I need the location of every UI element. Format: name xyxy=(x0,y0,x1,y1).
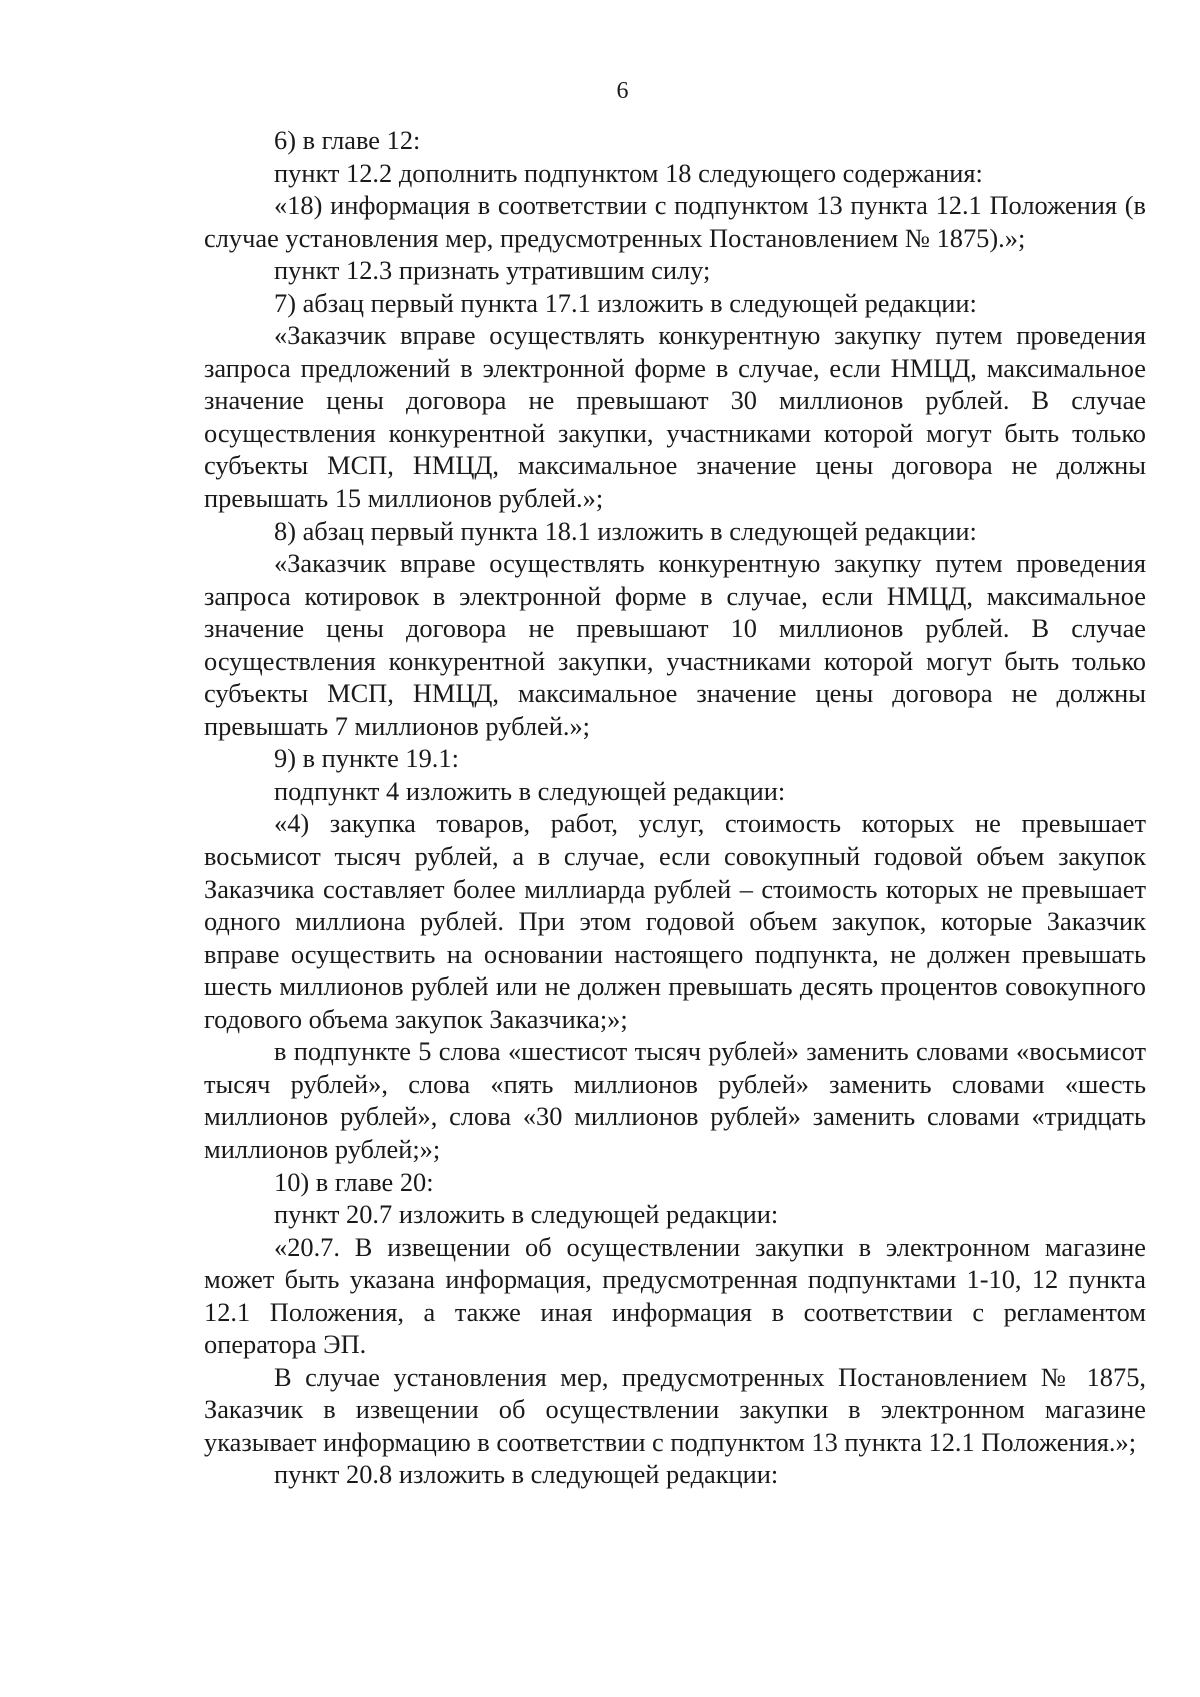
paragraph: подпункт 4 изложить в следующей редакции: xyxy=(274,775,786,806)
paragraph: «18) информация в соответствии с подпунктом 13 пункта 12.1 Положения (в случае установления мер, предусмотренных Постановлением № 1875).»; xyxy=(204,190,1146,253)
paragraph: «4) закупка товаров, работ, услуг, стоимость которых не превышает восьмисот тысяч рублей, а в случае, если совокупный годовой объем закупок Заказчика составляет более миллиарда рублей – стоимость которых не превышает одного миллиона рублей. При этом годовой объем закупок, которые Заказчик вправе осуществить на основании настоящего подпункта, не должен превышать шесть миллионов рублей или не должен превышать десять процентов совокупного годового объема закупок Заказчика;»; xyxy=(204,808,1146,1034)
paragraph: 6) в главе 12: xyxy=(274,125,421,155)
paragraph: 8) абзац первый пункта 18.1 изложить в следующей редакции: xyxy=(274,515,977,546)
paragraph: пункт 20.8 изложить в следующей редакции: xyxy=(274,1459,779,1490)
paragraph: пункт 20.7 изложить в следующей редакции: xyxy=(274,1199,779,1230)
paragraph: 7) абзац первый пункта 17.1 изложить в следующей редакции: xyxy=(274,287,977,318)
paragraph: в подпункте 5 слова «шестисот тысяч рублей» заменить словами «восьмисот тысяч рублей», слова «пять миллионов рублей» заменить словами «шесть миллионов рублей», слова «30 миллионов рублей» заменить словами «тридцать миллионов рублей;»; xyxy=(204,1036,1146,1164)
paragraph: пункт 12.3 признать утратившим силу; xyxy=(274,255,711,286)
paragraph: «20.7. В извещении об осуществлении закупки в электронном магазине может быть указана информация, предусмотренная подпунктами 1-10, 12 пункта 12.1 Положения, а также иная информация в соответствии с регламентом оператора ЭП. xyxy=(204,1231,1146,1360)
paragraph: пункт 12.2 дополнить подпунктом 18 следующего содержания: xyxy=(274,157,983,188)
paragraph: 9) в пункте 19.1: xyxy=(274,743,459,774)
paragraph: В случае установления мер, предусмотренных Постановлением № 1875, Заказчик в извещении об осуществлении закупки в электронном магазине указывает информацию в соответствии с подпунктом 13 пункта 12.1 Положения.»; xyxy=(204,1361,1146,1457)
document-body xyxy=(204,124,1146,1491)
paragraph: «Заказчик вправе осуществлять конкурентную закупку путем проведения запроса котировок в электронной форме в случае, если НМЦД, максимальное значение цены договора не превышают 10 миллионов рублей. В случае осуществления конкурентной закупки, участниками которой могут быть только субъекты МСП, НМЦД, максимальное значение цены договора не должны превышать 7 миллионов рублей.»; xyxy=(204,548,1146,741)
paragraph: 10) в главе 20: xyxy=(274,1166,434,1197)
page-number: 6 xyxy=(616,78,629,104)
paragraph: «Заказчик вправе осуществлять конкурентную закупку путем проведения запроса предложений в электронной форме в случае, если НМЦД, максимальное значение цены договора не превышают 30 миллионов рублей. В случае осуществления конкурентной закупки, участниками которой могут быть только субъекты МСП, НМЦД, максимальное значение цены договора не должны превышать 15 миллионов рублей.»; xyxy=(204,320,1146,514)
